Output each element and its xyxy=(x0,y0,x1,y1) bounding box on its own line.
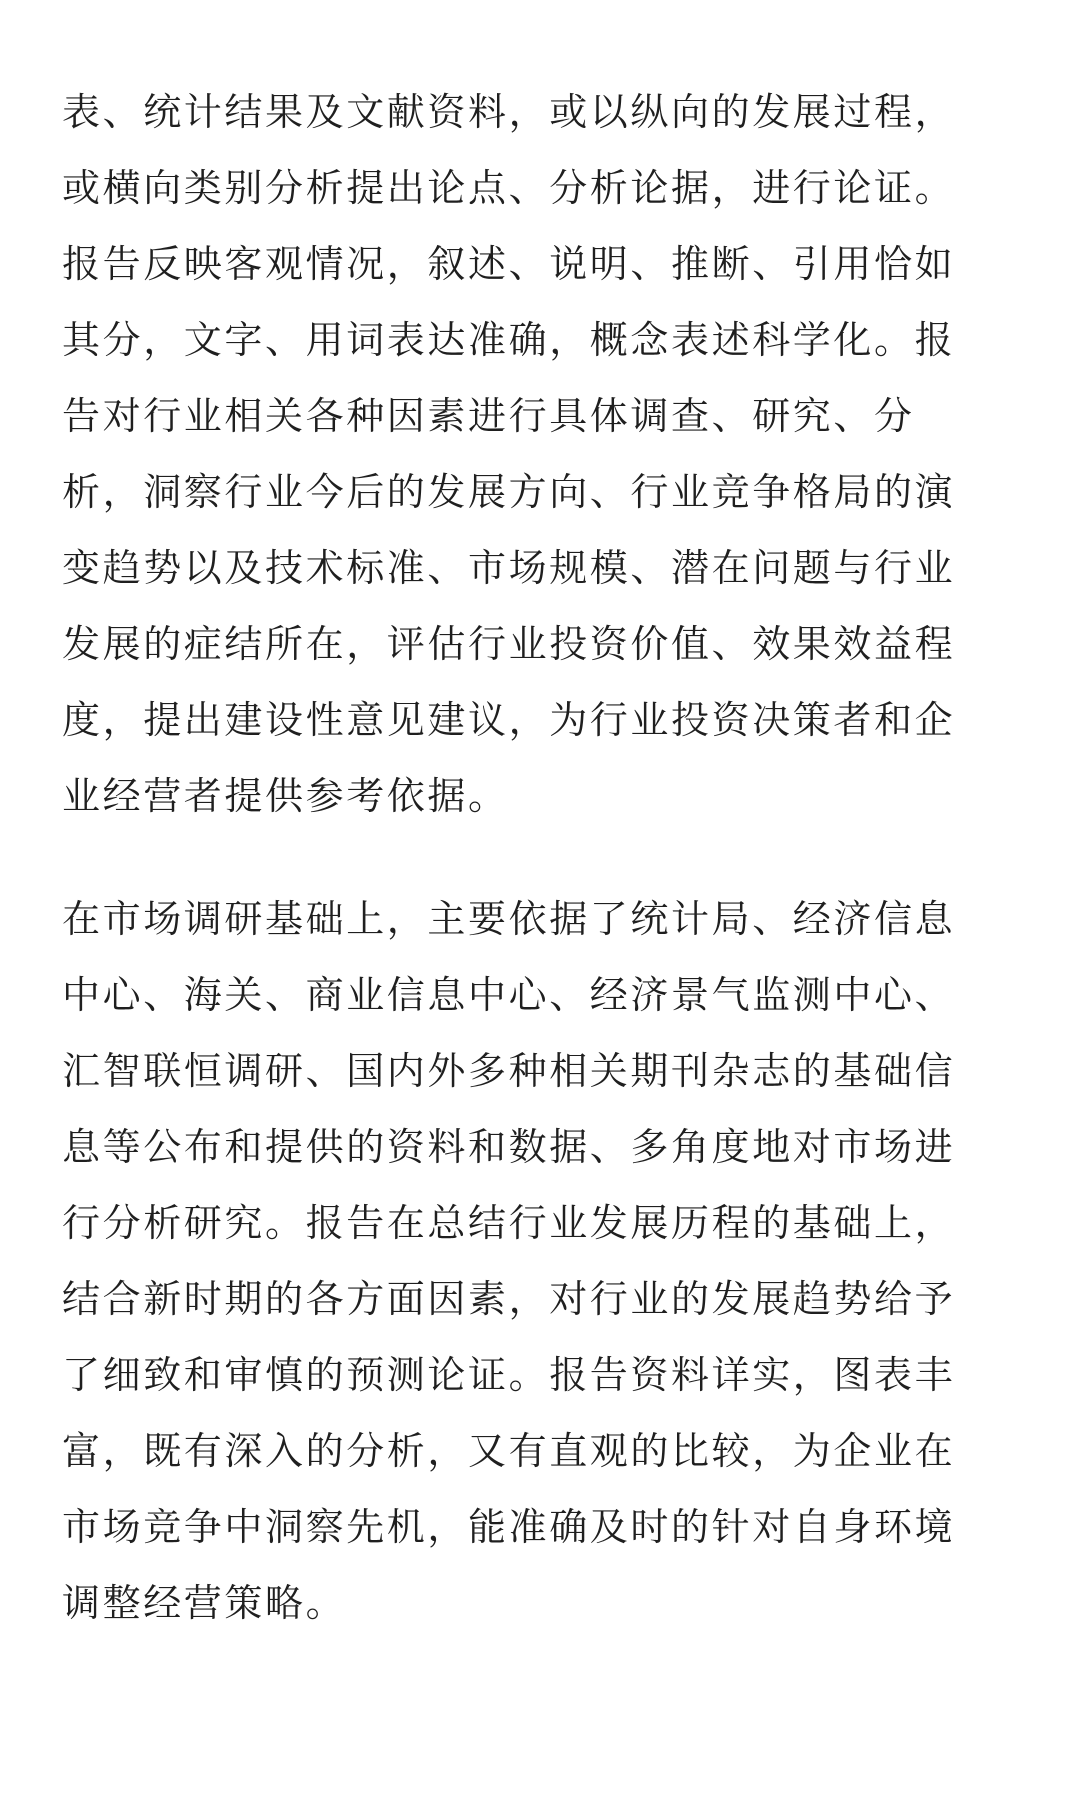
text-line: 报告反映客观情况，叙述、说明、推断、引用恰如 xyxy=(62,242,956,286)
text-line: 市场竞争中洞察先机，能准确及时的针对自身环境 xyxy=(62,1505,956,1549)
text-line: 富，既有深入的分析，又有直观的比较，为企业在 xyxy=(62,1429,956,1473)
text-line: 其分，文字、用词表达准确，概念表述科学化。报 xyxy=(62,318,956,362)
text-line: 结合新时期的各方面因素，对行业的发展趋势给予 xyxy=(62,1277,956,1321)
paragraph-spacer xyxy=(62,834,1018,881)
paragraph-2 xyxy=(62,881,1018,1641)
text-line: 发展的症结所在，评估行业投资价值、效果效益程 xyxy=(62,622,956,666)
text-line: 了细致和审慎的预测论证。报告资料详实，图表丰 xyxy=(62,1353,956,1397)
text-line: 行分析研究。报告在总结行业发展历程的基础上， xyxy=(62,1201,956,1245)
text-line: 告对行业相关各种因素进行具体调查、研究、分 xyxy=(62,394,915,438)
text-line: 业经营者提供参考依据。 xyxy=(62,774,509,818)
text-line: 在市场调研基础上，主要依据了统计局、经济信息 xyxy=(62,897,956,941)
text-line: 或横向类别分析提出论点、分析论据，进行论证。 xyxy=(62,166,956,210)
text-line: 中心、海关、商业信息中心、经济景气监测中心、 xyxy=(62,973,956,1017)
text-line: 度，提出建设性意见建议，为行业投资决策者和企 xyxy=(62,698,956,742)
text-line: 析，洞察行业今后的发展方向、行业竞争格局的演 xyxy=(62,470,956,514)
text-line: 息等公布和提供的资料和数据、多角度地对市场进 xyxy=(62,1125,956,1169)
text-line: 汇智联恒调研、国内外多种相关期刊杂志的基础信 xyxy=(62,1049,956,1093)
text-line: 表、统计结果及文献资料，或以纵向的发展过程， xyxy=(62,90,956,134)
text-line: 变趋势以及技术标准、市场规模、潜在问题与行业 xyxy=(62,546,956,590)
article-body xyxy=(62,74,1018,1641)
paragraph-1 xyxy=(62,74,1018,834)
text-line: 调整经营策略。 xyxy=(62,1581,347,1625)
